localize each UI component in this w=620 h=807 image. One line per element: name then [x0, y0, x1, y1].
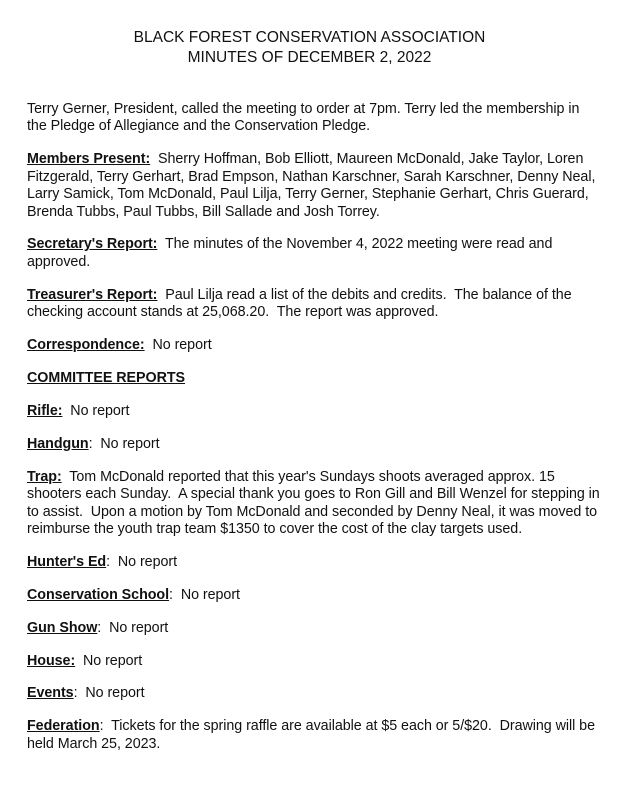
- handgun-paragraph: [27, 436, 600, 453]
- hunters-ed-label: Hunter's Ed: [27, 553, 107, 570]
- conservation-school-paragraph: [27, 587, 600, 604]
- federation-label: Federation: [27, 718, 100, 735]
- correspondence-paragraph: [27, 337, 600, 354]
- members-present-paragraph: [27, 151, 600, 221]
- members-present-text: Sherry Hoffman, Bob Elliott, Maureen McDonald, Jake Taylor, Loren Fitzgerald, Terry Gerhart, Brad Empson, Nathan Karschner, Sarah Karschner, Denny Neal, Larry Samick, Tom McDonald, Paul Lilja, Terry Gerner, Stephanie Gerhart, Chris Guerard, Brenda Tubbs, Paul Tubbs, Bill Sallade and Josh Torrey.: [27, 151, 600, 220]
- federation-text: : Tickets for the spring raffle are available at $5 each or 5/$20. Drawing will be held March 25, 2023.: [27, 718, 599, 752]
- secretary-report-label: Secretary's Report:: [27, 236, 158, 253]
- trap-label: Trap:: [27, 468, 62, 485]
- secretary-report-paragraph: [27, 236, 600, 271]
- federation-paragraph: [27, 718, 600, 753]
- members-present-label: Members Present:: [27, 151, 151, 168]
- org-title: BLACK FOREST CONSERVATION ASSOCIATION: [133, 29, 486, 46]
- conservation-school-text: : No report: [169, 586, 240, 603]
- trap-text: Tom McDonald reported that this year's Sundays shoots averaged approx. 15 shooters each Sunday. A special thank you goes to Ron Gill and Bill Wenzel for stepping in to assist. Upon a motion by Tom McDonald and seconded by Denny Neal, it was moved to reimburse the youth trap team $1350 to cover the cost of the clay targets used.: [27, 468, 604, 537]
- rifle-paragraph: [27, 403, 600, 420]
- gun-show-label: Gun Show: [27, 619, 98, 636]
- conservation-school-label: Conservation School: [27, 586, 170, 603]
- house-label: House:: [27, 652, 76, 669]
- opening-paragraph: [27, 101, 600, 136]
- events-paragraph: [27, 685, 600, 702]
- committee-reports-heading: COMMITTEE REPORTS: [27, 369, 186, 386]
- hunters-ed-paragraph: [27, 554, 600, 571]
- house-text: No report: [75, 652, 143, 669]
- events-label: Events: [27, 685, 74, 702]
- handgun-text: : No report: [88, 435, 160, 452]
- treasurer-report-text: Paul Lilja read a list of the debits and credits. The balance of the checking account stands at 25,068.20. The report was approved.: [27, 286, 576, 321]
- document-header: [27, 0, 600, 68]
- house-paragraph: [27, 653, 600, 670]
- treasurer-report-paragraph: [27, 287, 600, 322]
- hunters-ed-text: : No report: [106, 553, 178, 570]
- committee-reports-heading-paragraph: [27, 370, 600, 387]
- secretary-report-text: The minutes of the November 4, 2022 meeting were read and approved.: [27, 236, 557, 270]
- correspondence-label: Correspondence:: [27, 337, 145, 354]
- rifle-label: Rifle:: [27, 402, 63, 419]
- trap-paragraph: [27, 468, 604, 539]
- opening-text: Terry Gerner, President, called the meeting to order at 7pm. Terry led the membership in the Pledge of Allegiance and the Conservation Pledge.: [27, 101, 580, 135]
- events-text: : No report: [73, 685, 145, 702]
- gun-show-text: : No report: [97, 619, 169, 636]
- rifle-text: No report: [62, 402, 130, 419]
- gun-show-paragraph: [27, 620, 600, 637]
- treasurer-report-label: Treasurer's Report:: [27, 286, 158, 303]
- handgun-label: Handgun: [27, 435, 89, 452]
- minutes-date-title: MINUTES OF DECEMBER 2, 2022: [187, 49, 432, 66]
- correspondence-text: No report: [144, 337, 212, 354]
